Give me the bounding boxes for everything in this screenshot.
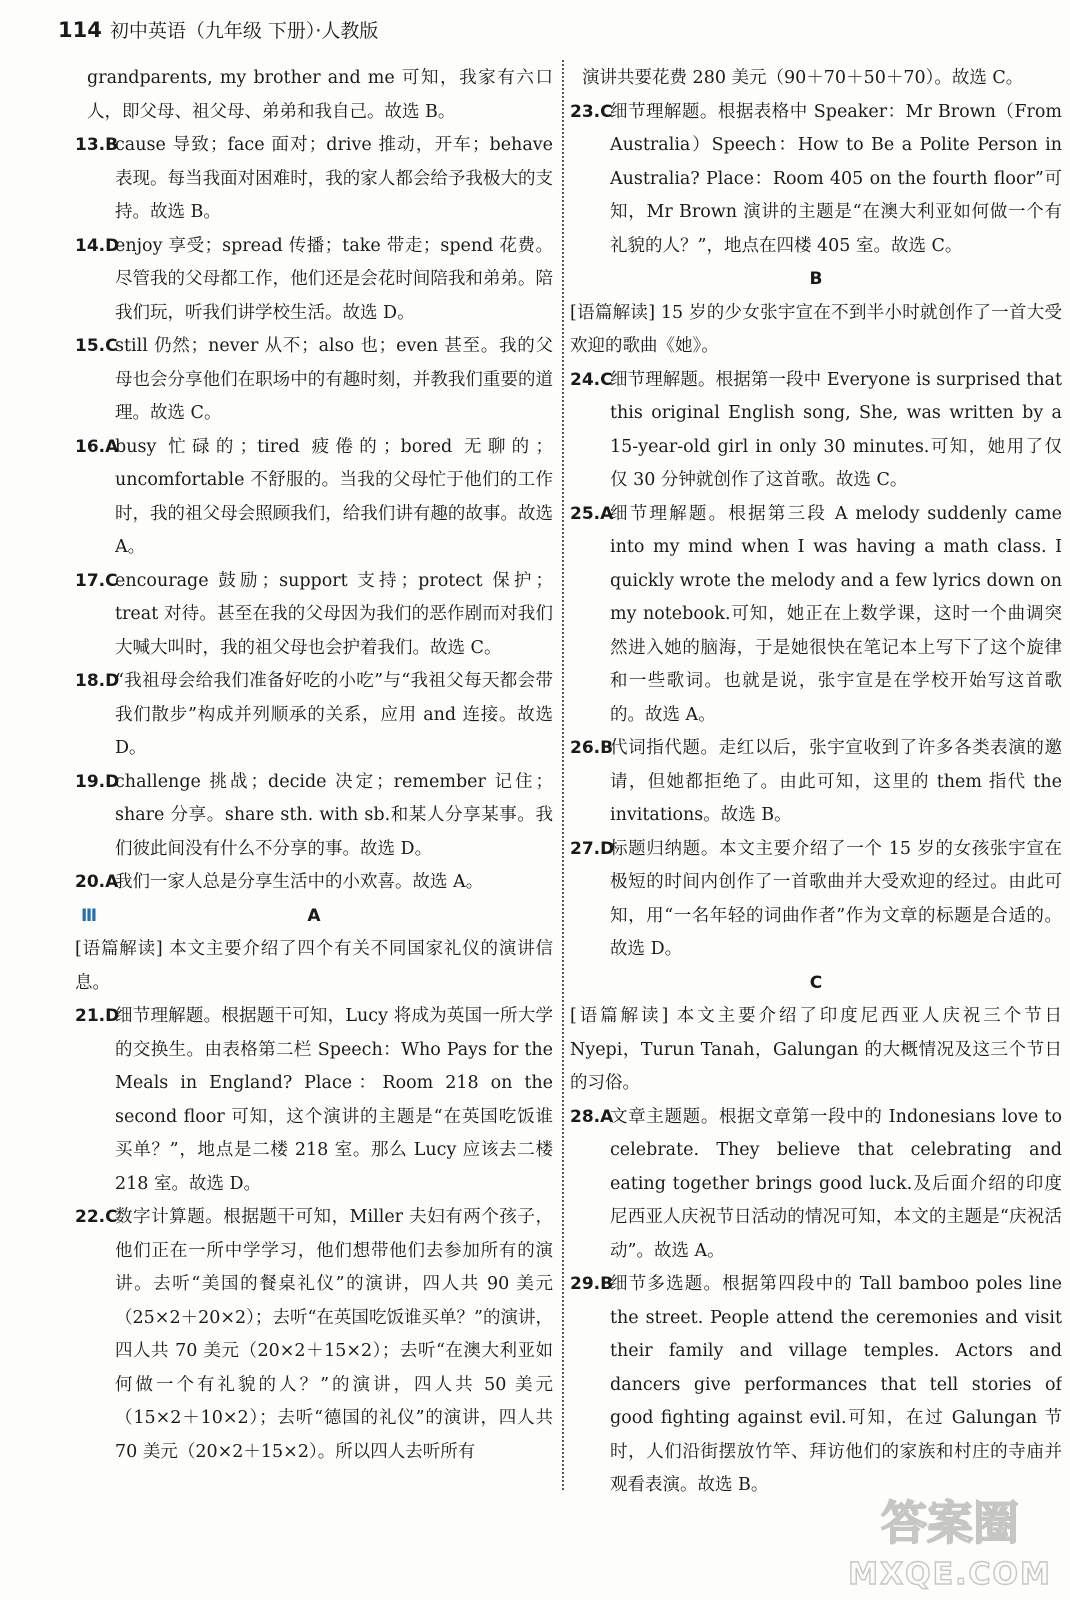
answer-27: [570, 833, 1062, 967]
answer-text: “我祖母会给我们准备好吃的小吃”与“我祖父每天都会带我们散步”构成并列顺承的关系，应用 and 连接。故选 D。: [115, 671, 553, 758]
answer-number: 22.C: [75, 1207, 118, 1227]
passage-analysis-a: [75, 933, 553, 1000]
page-header: [58, 16, 378, 50]
analysis-text: 本文主要介绍了印度尼西亚人庆祝三个节日 Nyepi，Turun Tanah，Galungan 的大概情况及这三个节日的习俗。: [570, 1006, 1062, 1093]
answer-12-continued: grandparents, my brother and me 可知，我家有六口人，即父母、祖父母、弟弟和我自己。故选 B。: [87, 68, 553, 122]
watermark-url: MXQE.COM: [848, 1557, 1052, 1592]
answer-text: 细节理解题。根据题干可知，Lucy 将成为英国一所大学的交换生。由表格第二栏 Speech：Who Pays for the Meals in England? Place：Room 218 on the second floor 可知，这个演讲的主题是“在英国吃饭谁买单？”，地点是二楼 218 室。那么 Lucy 应该去二楼 218 室。故选 D。: [115, 1006, 553, 1194]
answer-19: [75, 766, 553, 867]
answer-25: [570, 498, 1062, 733]
answer-text: 细节多选题。根据第四段中的 Tall bamboo poles line the street. People attend the ceremonies and visit their family and village temples. Actors and dancers give performances that tell stories of good fighting against evil.可知，在过 Galungan 节时，人们沿街摆放竹竿、拜访他们的家族和村庄的寺庙并观看表演。故选 B。: [610, 1274, 1062, 1495]
answer-29: [570, 1268, 1062, 1503]
answer-22-continued: 演讲共要花费 280 美元（90＋70＋50＋70）。故选 C。: [582, 68, 1024, 88]
answer-number: 20.A: [75, 872, 119, 892]
answer-number: 26.B: [570, 738, 614, 758]
watermark-logo: [840, 1484, 1060, 1594]
answer-26: [570, 732, 1062, 833]
section-roman-numeral: Ⅲ: [81, 905, 98, 926]
answer-28: [570, 1101, 1062, 1269]
answer-text: 数字计算题。根据题干可知，Miller 夫妇有两个孩子，他们正在一所中学学习，他们想带他们去参加所有的演讲。去听“美国的餐桌礼仪”的演讲，四人共 90 美元（25×2＋20×2）；去听“在英国吃饭谁买单？”的演讲，四人共 70 美元（20×2＋15×2）；去听“在澳大利亚如何做一个有礼貌的人？”的演讲，四人共 50 美元（15×2＋10×2）；去听“德国的礼仪”的演讲，四人共 70 美元（20×2＋15×2）。所以四人去听所有: [115, 1207, 553, 1462]
section-heading-a: [75, 900, 553, 934]
answer-number: 15.C: [75, 336, 118, 356]
analysis-tag: [语篇解读]: [570, 302, 656, 323]
answer-number: 23.C: [570, 101, 613, 122]
answer-text: 标题归纳题。本文主要介绍了一个 15 岁的女孩张宇宣在极短的时间内创作了一首歌曲并大受欢迎的经过。由此可知，用“一名年轻的词曲作者”作为文章的标题是合适的。故选 D。: [610, 838, 1062, 959]
analysis-text: 本文主要介绍了四个有关不同国家礼仪的演讲信息。: [75, 939, 553, 993]
answer-number: 21.D: [75, 1006, 120, 1026]
analysis-tag: [语篇解读]: [75, 939, 163, 959]
answer-number: 14.D: [75, 235, 120, 256]
answer-22: [75, 1201, 553, 1469]
answer-text: enjoy 享受；spread 传播；take 带走；spend 花费。尽管我的父母都工作，他们还是会花时间陪我和弟弟。陪我们玩，听我们讲学校生活。故选 D。: [115, 235, 553, 323]
answer-16: [75, 431, 553, 565]
passage-analysis-c: [570, 1000, 1062, 1101]
watermark-logo-text: 答案圈: [881, 1496, 1019, 1550]
answer-text: 细节理解题。根据第一段中 Everyone is surprised that this original English song, She, was written by a 15-year-old girl in only 30 minutes.可知，她用了仅仅 30 分钟就创作了这首歌。故选 C。: [610, 369, 1062, 490]
answer-text: 细节理解题。根据第三段 A melody suddenly came into my mind when I was having a math class. I quickly wrote the melody and a few lyrics down on my notebook.可知，她正在上数学课，这时一个曲调突然进入她的脑海，于是她很快在笔记本上写下了这个旋律和一些歌词。也就是说，张宇宣是在学校开始写这首歌的。故选 A。: [610, 503, 1062, 725]
answer-number: 18.D: [75, 671, 120, 691]
book-title: 初中英语（九年级 下册）·人教版: [109, 20, 379, 42]
answer-text: 文章主题题。根据文章第一段中的 Indonesians love to celebrate. They believe that celebrating and eating together brings good luck.及后面介绍的印度尼西亚人庆祝节日活动的情况可知，本文的主题是“庆祝活动”。故选 A。: [610, 1106, 1062, 1261]
right-column: [570, 62, 1062, 1592]
answer-number: 25.A: [570, 503, 614, 524]
answer-text: encourage 鼓励；support 支持；protect 保护；treat 对待。甚至在我的父母因为我们的恶作剧而对我们大喊大叫时，我的祖父母也会护着我们。故选 C。: [115, 570, 553, 658]
answer-text: challenge 挑战；decide 决定；remember 记住；share 分享。share sth. with sb.和某人分享某事。我们彼此间没有什么不分享的事。故选 D。: [115, 771, 553, 859]
answer-number: 29.B: [570, 1274, 614, 1294]
answer-number: 27.D: [570, 838, 615, 859]
answer-number: 24.C: [570, 369, 613, 390]
column-divider: [562, 60, 564, 1490]
section-heading-c: C: [809, 972, 823, 993]
answer-text: 细节理解题。根据表格中 Speaker：Mr Brown（From Australia）Speech：How to Be a Polite Person in Australia? Place：Room 405 on the fourth floor”可知，Mr Brown 演讲的主题是“在澳大利亚如何做一个有礼貌的人？”，地点在四楼 405 室。故选 C。: [610, 101, 1062, 256]
answer-number: 17.C: [75, 570, 118, 591]
answer-17: [75, 565, 553, 666]
section-heading-b: B: [809, 269, 823, 289]
answer-13: [75, 129, 553, 230]
answer-18: [75, 665, 553, 766]
passage-analysis-b: [570, 297, 1062, 364]
answer-text: cause 导致；face 面对；drive 推动，开车；behave 表现。每当我面对困难时，我的家人都会给予我极大的支持。故选 B。: [115, 135, 553, 222]
answer-23: [570, 96, 1062, 264]
answer-text: 我们一家人总是分享生活中的小欢喜。故选 A。: [115, 872, 484, 892]
answer-21: [75, 1000, 553, 1201]
section-letter: A: [307, 905, 321, 926]
answer-text: busy 忙碌的；tired 疲倦的；bored 无聊的；uncomfortable 不舒服的。当我的父母忙于他们的工作时，我的祖父母会照顾我们，给我们讲有趣的故事。故选 A。: [115, 436, 553, 557]
answer-number: 13.B: [75, 135, 119, 155]
answer-20: [75, 866, 553, 900]
answer-number: 19.D: [75, 771, 120, 792]
answer-24: [570, 364, 1062, 498]
analysis-text: 15 岁的少女张宇宣在不到半小时就创作了一首大受欢迎的歌曲《她》。: [570, 302, 1062, 356]
page-number: 114: [58, 18, 102, 42]
answer-14: [75, 230, 553, 331]
answer-number: 28.A: [570, 1106, 614, 1127]
answer-15: [75, 330, 553, 431]
answer-text: still 仍然；never 从不；also 也；even 甚至。我的父母也会分享他们在职场中的有趣时刻，并教我们重要的道理。故选 C。: [115, 336, 553, 423]
analysis-tag: [语篇解读]: [570, 1006, 669, 1026]
answer-number: 16.A: [75, 436, 119, 457]
left-column: [75, 62, 553, 1592]
answer-text: 代词指代题。走红以后，张宇宣收到了许多各类表演的邀请，但她都拒绝了。由此可知，这里的 them 指代 the invitations。故选 B。: [610, 738, 1062, 825]
